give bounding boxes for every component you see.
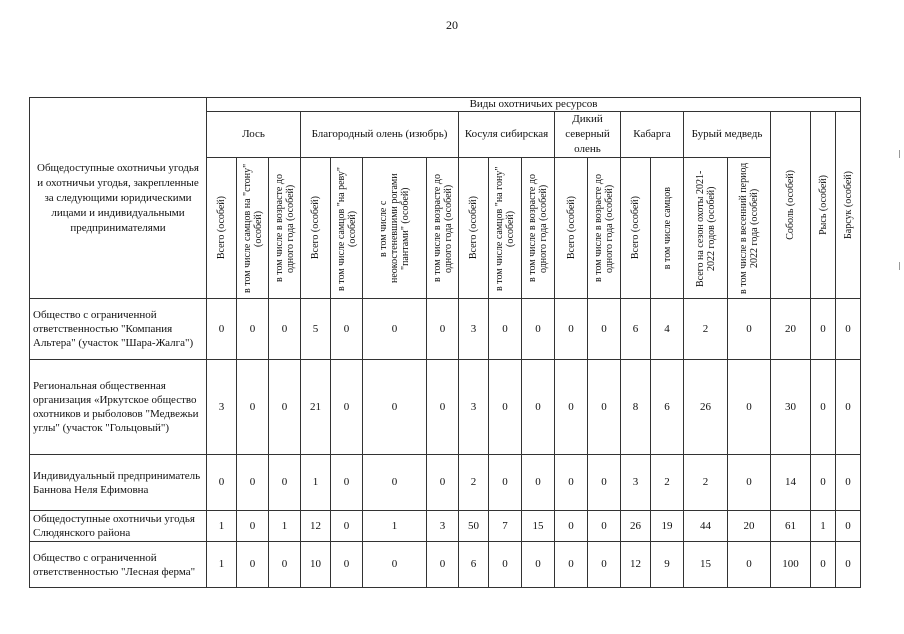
table-row (30, 542, 861, 588)
table-cell: 1 (207, 511, 237, 542)
table-cell: 1 (363, 511, 427, 542)
table-cell: 0 (811, 542, 836, 588)
table-cell: 1 (269, 511, 301, 542)
table-row (30, 455, 861, 511)
table-cell: 0 (522, 455, 555, 511)
hunting-resources-table (29, 97, 861, 588)
table-cell: 20 (728, 511, 771, 542)
table-cell: 0 (237, 455, 269, 511)
table-cell: 0 (836, 360, 861, 455)
table-cell: 0 (588, 542, 621, 588)
subcolumn-header: в том числе в возрасте до одного года (особей) (527, 174, 549, 282)
table-cell: 0 (427, 360, 459, 455)
subcolumn-header: в том числе самцов "на реву" (особей) (335, 165, 358, 291)
species-group-header: Косуля сибирская (459, 112, 555, 158)
table-cell: 0 (555, 511, 588, 542)
table-cell: 0 (588, 299, 621, 360)
subcolumn-header: Всего (особей) (468, 196, 479, 260)
table-cell: 0 (555, 360, 588, 455)
row-entity-name: Общедоступные охотничьи угодья Слюдянского района (30, 511, 207, 542)
table-cell: 0 (489, 299, 522, 360)
table-cell: 30 (771, 360, 811, 455)
table-cell: 0 (811, 360, 836, 455)
table-cell: 9 (651, 542, 684, 588)
subcolumn-header: Всего (особей) (310, 196, 321, 260)
subcolumn-header: Всего на сезон охоты 2021-2022 годов (особей) (694, 169, 717, 287)
table-cell: 0 (207, 299, 237, 360)
table-cell: 26 (621, 511, 651, 542)
table-cell: 0 (836, 511, 861, 542)
margin-mark (899, 262, 900, 270)
table-cell: 0 (489, 360, 522, 455)
table-cell: 6 (459, 542, 489, 588)
table-cell: 10 (301, 542, 331, 588)
table-cell: 0 (555, 455, 588, 511)
table-cell: 14 (771, 455, 811, 511)
table-row (30, 299, 861, 360)
table-cell: 0 (728, 455, 771, 511)
table-cell: 26 (684, 360, 728, 455)
table-cell: 0 (489, 455, 522, 511)
table-row (30, 511, 861, 542)
table-cell: 0 (269, 455, 301, 511)
table-cell: 0 (237, 542, 269, 588)
table-cell: 0 (728, 542, 771, 588)
table-cell: 12 (301, 511, 331, 542)
table-cell: 5 (301, 299, 331, 360)
table-cell: 0 (363, 455, 427, 511)
table-cell: 44 (684, 511, 728, 542)
table-cell: 0 (269, 360, 301, 455)
table-cell: 0 (427, 542, 459, 588)
subcolumn-header: в том числе самцов на "стону" (особей) (241, 163, 264, 293)
row-entity-name: Индивидуальный предприниматель Баннова Неля Ефимовна (30, 455, 207, 511)
table-cell: 0 (522, 542, 555, 588)
species-column-header: Барсук (особей) (842, 171, 854, 239)
table-cell: 0 (331, 542, 363, 588)
species-column-header: Соболь (особей) (785, 170, 796, 240)
table-cell: 6 (651, 360, 684, 455)
row-entity-name: Общество с ограниченной ответственностью "Компания Альтера" (участок "Шара-Жалга") (30, 299, 207, 360)
table-cell: 0 (522, 360, 555, 455)
species-group-header: Бурый медведь (684, 112, 771, 158)
table-cell: 0 (811, 299, 836, 360)
table-cell: 0 (363, 542, 427, 588)
table-cell: 0 (836, 455, 861, 511)
table-cell: 0 (811, 455, 836, 511)
table-cell: 2 (459, 455, 489, 511)
table-cell: 15 (522, 511, 555, 542)
table-cell: 100 (771, 542, 811, 588)
entity-column-header: Общедоступные охотничьи угодья и охотничьи угодья, закрепленные за следующими юридическими лицами и индивидуальными предпринимателями (30, 98, 207, 299)
subcolumn-header: в том числе в весенний период 2022 года (особей) (738, 162, 760, 294)
table-cell: 21 (301, 360, 331, 455)
table-cell: 0 (588, 511, 621, 542)
species-group-header: Благородный олень (изюбрь) (301, 112, 459, 158)
table-cell: 0 (237, 511, 269, 542)
species-group-header: Дикий северный олень (555, 112, 621, 158)
subcolumn-header: в том числе самцов (661, 186, 673, 270)
table-cell: 0 (237, 360, 269, 455)
table-cell: 0 (522, 299, 555, 360)
table-cell: 2 (651, 455, 684, 511)
table-cell: 2 (684, 455, 728, 511)
table-cell: 15 (684, 542, 728, 588)
table-cell: 0 (269, 299, 301, 360)
table-cell: 6 (621, 299, 651, 360)
subcolumn-header: в том числе в возрасте до одного года (особей) (431, 174, 454, 282)
table-cell: 3 (459, 299, 489, 360)
table-cell: 0 (331, 511, 363, 542)
table-cell: 61 (771, 511, 811, 542)
table-cell: 0 (363, 360, 427, 455)
table-cell: 0 (207, 455, 237, 511)
table-cell: 0 (427, 299, 459, 360)
table-cell: 1 (811, 511, 836, 542)
table-cell: 3 (207, 360, 237, 455)
table-cell: 0 (331, 360, 363, 455)
table-cell: 1 (207, 542, 237, 588)
page-number: 20 (446, 18, 458, 32)
species-column-header: Рысь (особей) (817, 175, 829, 235)
resources-header: Виды охотничьих ресурсов (207, 98, 861, 112)
table-cell: 7 (489, 511, 522, 542)
table-cell: 50 (459, 511, 489, 542)
table-cell: 0 (555, 299, 588, 360)
table-cell: 3 (427, 511, 459, 542)
subcolumn-header: Всего (особей) (630, 196, 641, 260)
table-cell: 0 (588, 455, 621, 511)
subcolumn-header: в том числе в возрасте до одного года (особей) (593, 174, 615, 282)
species-group-header: Лось (207, 112, 301, 158)
species-group-header: Кабарга (621, 112, 684, 158)
subcolumn-header: в том числе в возрасте до одного года (особей) (273, 174, 296, 282)
table-cell: 3 (621, 455, 651, 511)
table-cell: 0 (588, 360, 621, 455)
table-cell: 0 (427, 455, 459, 511)
table-cell: 4 (651, 299, 684, 360)
table-cell: 0 (269, 542, 301, 588)
table-row (30, 360, 861, 455)
row-entity-name: Общество с ограниченной ответственностью "Лесная ферма" (30, 542, 207, 588)
subcolumn-header: в том числе с неокостеневшими рогами "пантами" (особей) (378, 173, 411, 283)
subcolumn-header: Всего (особей) (216, 196, 227, 260)
table-cell: 0 (836, 299, 861, 360)
table-cell: 0 (237, 299, 269, 360)
row-entity-name: Региональная общественная организация «Иркутское общество охотников и рыболовов "Медвежьи углы" (участок "Гольцовый") (30, 360, 207, 455)
table-cell: 0 (728, 299, 771, 360)
margin-mark (899, 150, 900, 158)
table-cell: 20 (771, 299, 811, 360)
subcolumn-header: в том числе самцов "на гону" (особей) (494, 165, 516, 291)
table-cell: 0 (489, 542, 522, 588)
table-cell: 0 (728, 360, 771, 455)
table-cell: 2 (684, 299, 728, 360)
table-cell: 12 (621, 542, 651, 588)
table-cell: 8 (621, 360, 651, 455)
table-cell: 19 (651, 511, 684, 542)
table-cell: 0 (836, 542, 861, 588)
table-cell: 0 (363, 299, 427, 360)
subcolumn-header: Всего (особей) (565, 196, 577, 260)
table-cell: 0 (331, 455, 363, 511)
table-cell: 0 (331, 299, 363, 360)
table-cell: 1 (301, 455, 331, 511)
table-cell: 0 (555, 542, 588, 588)
table-cell: 3 (459, 360, 489, 455)
